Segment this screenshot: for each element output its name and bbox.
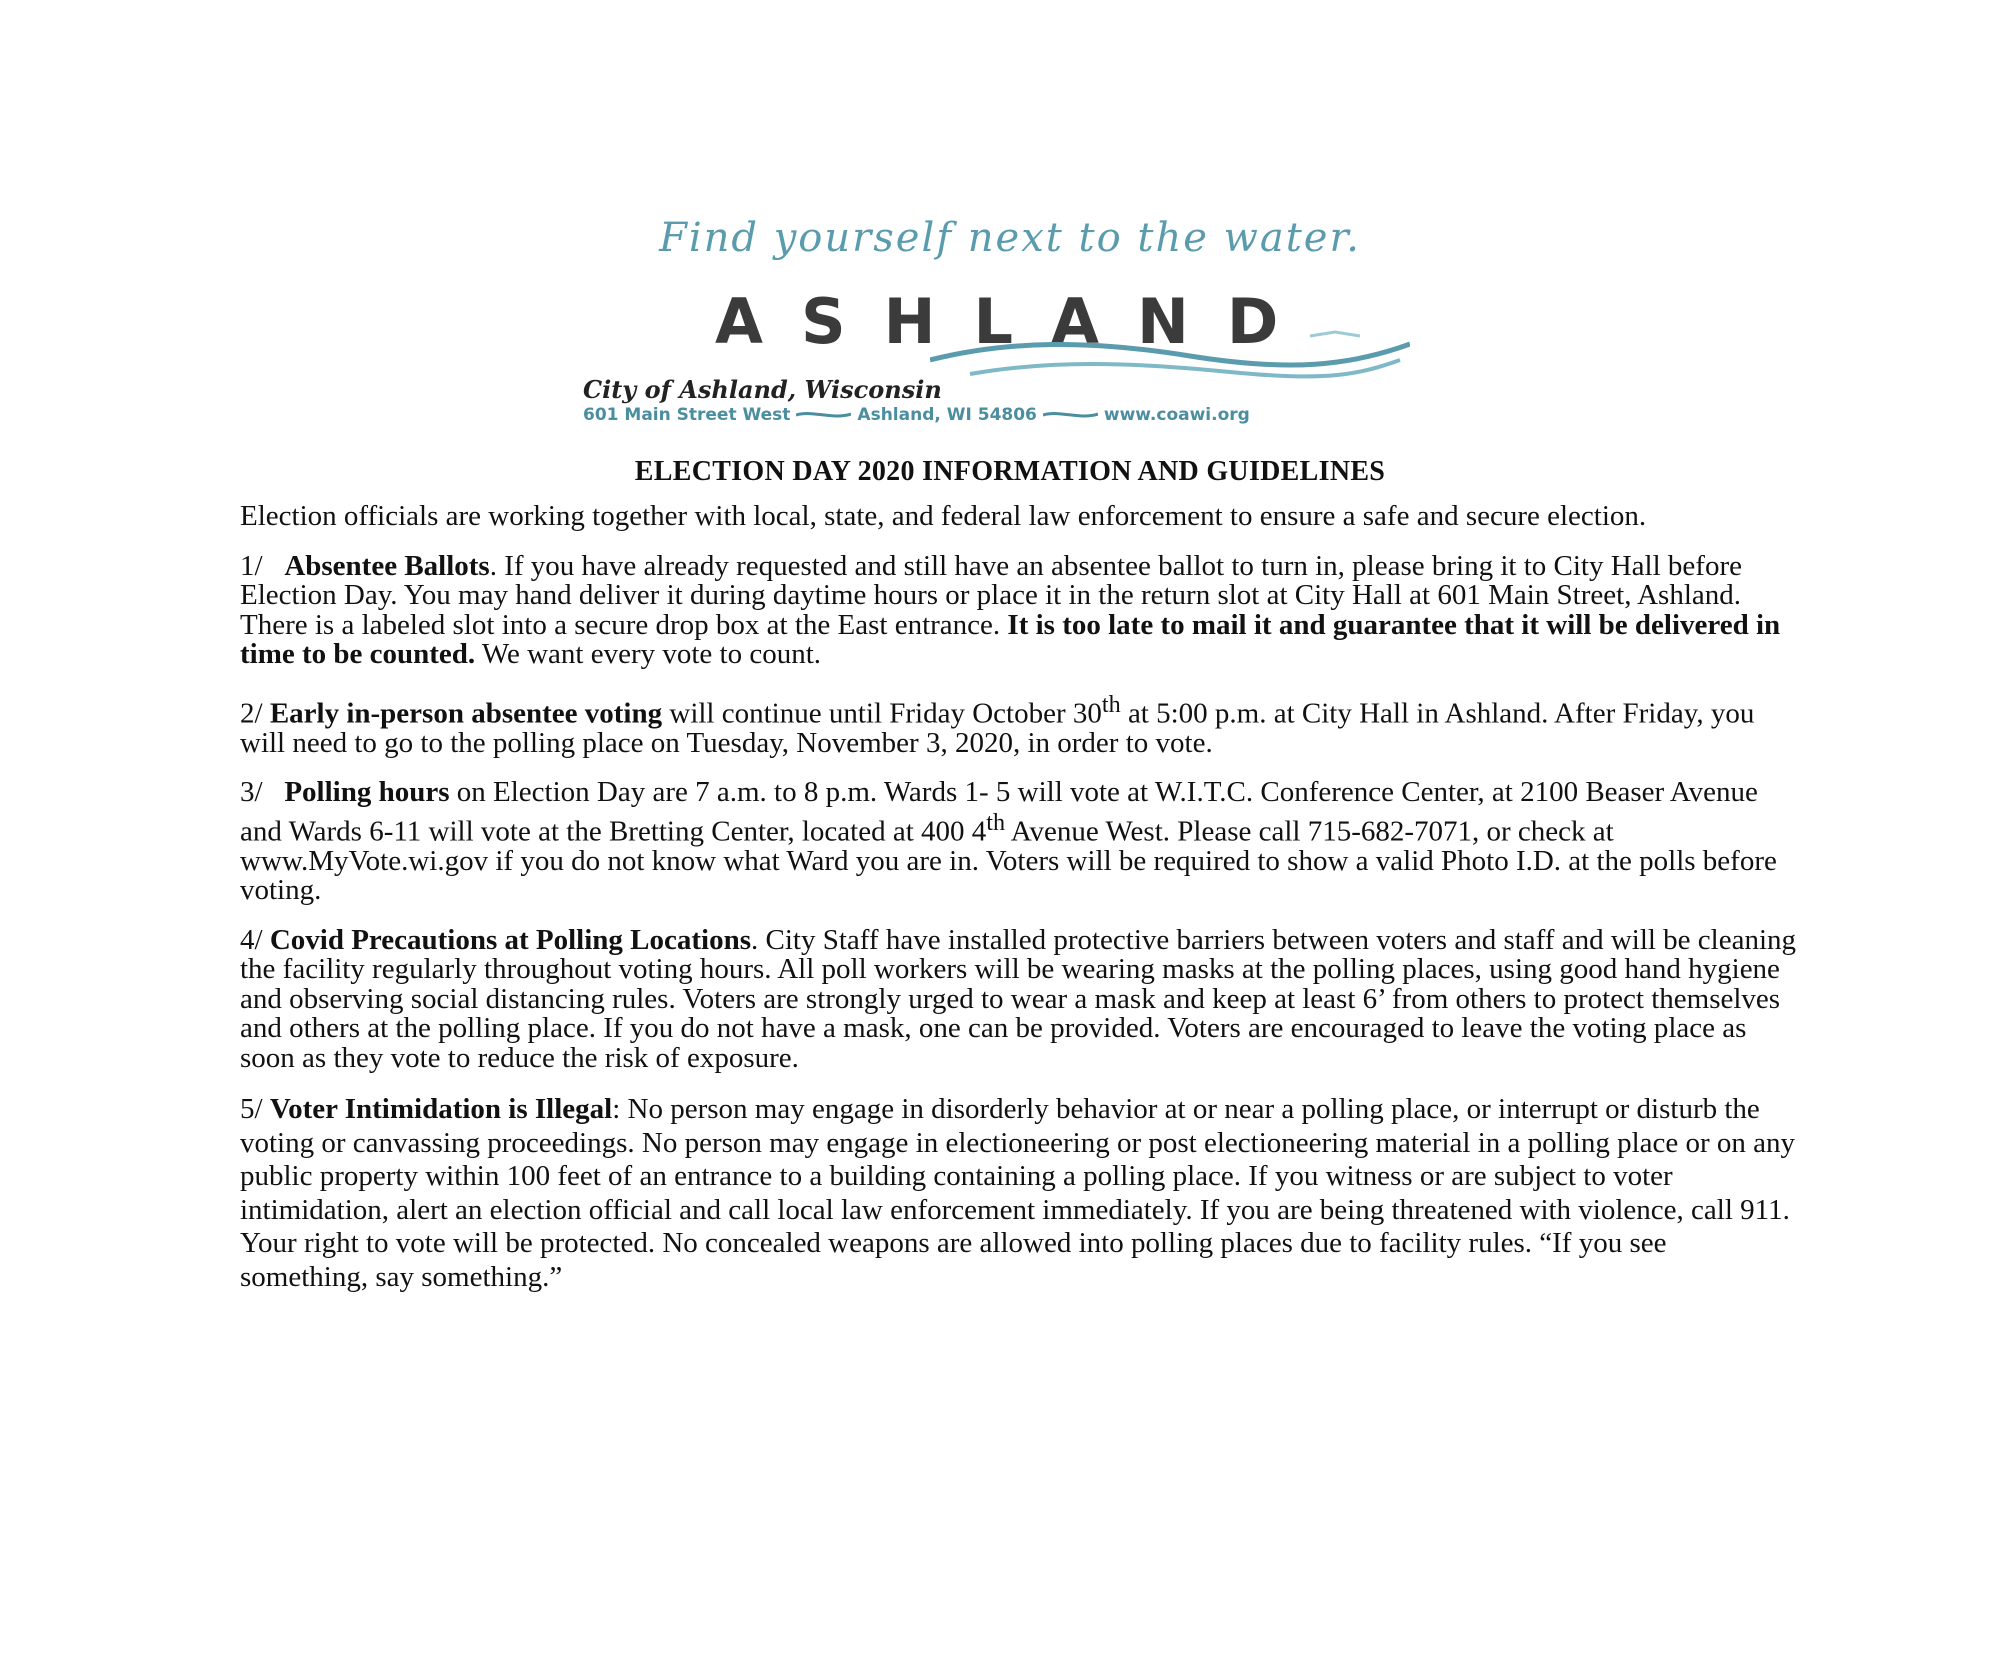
document-body bbox=[240, 502, 1800, 1314]
superscript: th bbox=[1101, 690, 1121, 718]
address-line bbox=[583, 405, 1463, 425]
item-heading: Voter Intimidation is Illegal bbox=[269, 1093, 613, 1126]
superscript: th bbox=[986, 808, 1006, 836]
item-emphasis: It is too late to mail it and guarantee that it will be delivered in time to be counted. bbox=[240, 608, 1781, 670]
item-text-end: at 5:00 p.m. at City Hall in Ashland. After Friday, you will need to go to the polling place on Tuesday, November 3, 2020, in order to vote. bbox=[240, 697, 1755, 759]
item-number: 2/ bbox=[240, 697, 263, 730]
item-number: 1/ bbox=[240, 549, 263, 582]
item-text: : No person may engage in disorderly behavior at or near a polling place, or interrupt or disturb the voting or canvassing proceedings. No person may engage in electioneering or post electioneering material in a polling place or on any public property within 100 feet of an entrance to a building containing a polling place. If you witness or are subject to voter intimidation, alert an election official and call local law enforcement immediately. If you are being threatened with violence, call 911. Your right to vote will be protected. No concealed weapons are allowed into polling places due to facility rules. “If you see something, say something.” bbox=[240, 1093, 1796, 1293]
item-absentee-ballots bbox=[240, 549, 1800, 670]
intro-paragraph: Election officials are working together with local, state, and federal law enforcement to ensure a safe and secure election. bbox=[240, 500, 1647, 532]
ashland-logo: ASHLAND bbox=[715, 285, 1317, 358]
website-link[interactable]: www.coawi.org bbox=[1103, 405, 1250, 425]
document-title: ELECTION DAY 2020 INFORMATION AND GUIDELINES bbox=[634, 456, 1386, 487]
item-text: . City Staff have installed protective barriers between voters and staff and will be cleaning the facility regularly throughout voting hours. All poll workers will be wearing masks at the polling places, using good hand hygiene and observing social distancing rules. Voters are strongly urged to wear a mask and keep at least 6’ from others to protect themselves and others at the polling place. If you do not have a mask, one can be provided. Voters are encouraged to leave the voting place as soon as they vote to reduce the risk of exposure. bbox=[240, 923, 1797, 1074]
item-covid-precautions bbox=[240, 923, 1800, 1074]
letterhead bbox=[560, 205, 1460, 425]
item-number: 4/ bbox=[240, 923, 263, 956]
item-text: will continue until Friday October 30 bbox=[662, 697, 1102, 730]
item-text: . If you have already requested and still have an absentee ballot to turn in, please bring it to City Hall before Election Day. You may hand deliver it during daytime hours or place it in the return slot at City Hall at 601 Main Street, Ashland. There is a labeled slot into a secure drop box at the East entrance. bbox=[240, 549, 1742, 641]
wave-divider-icon bbox=[1043, 410, 1098, 420]
item-text: on Election Day are 7 a.m. to 8 p.m. Wards 1- 5 will vote at W.I.T.C. Conference Center, at 2100 Beaser Avenue and Wards 6-11 will vote at the Bretting Center, located at 400 4 bbox=[240, 776, 1758, 848]
item-heading: Polling hours bbox=[284, 776, 450, 809]
item-early-voting bbox=[240, 690, 1800, 759]
water-waves-icon bbox=[930, 330, 1410, 390]
item-voter-intimidation bbox=[240, 1093, 1800, 1294]
item-text-end: Avenue West. Please call 715-682-7071, or check at www.MyVote.wi.gov if you do not know what Ward you are in. Voters will be required to show a valid Photo I.D. at the polls before voting. bbox=[240, 815, 1777, 907]
tagline: Find yourself next to the water. bbox=[659, 215, 1361, 261]
city-name: City of Ashland, Wisconsin bbox=[583, 375, 942, 404]
city-state-zip: Ashland, WI 54806 bbox=[857, 405, 1037, 425]
item-heading: Covid Precautions at Polling Locations bbox=[269, 923, 752, 956]
item-number: 3/ bbox=[240, 776, 263, 809]
street-address: 601 Main Street West bbox=[583, 405, 791, 425]
item-heading: Early in-person absentee voting bbox=[269, 697, 663, 730]
item-text-end: We want every vote to count. bbox=[475, 638, 822, 670]
item-heading: Absentee Ballots bbox=[284, 549, 490, 582]
item-number: 5/ bbox=[240, 1093, 263, 1126]
item-polling-hours bbox=[240, 778, 1800, 906]
wave-divider-icon bbox=[796, 410, 851, 420]
